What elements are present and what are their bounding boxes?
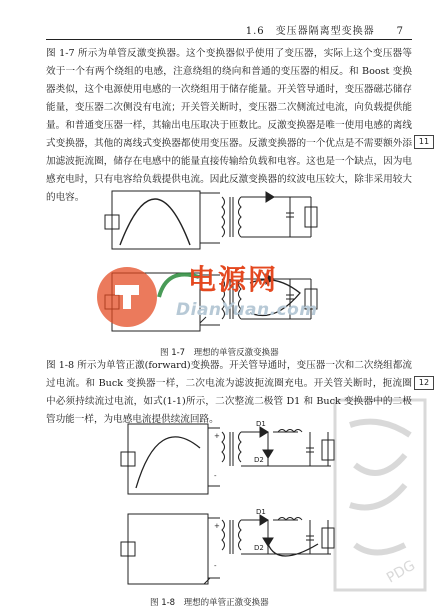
paragraph-forward: 图 1-8 所示为单管正激(forward)变换器。开关管导通时，变压器一次和二次绕组都流过电流。和 Buck 变换器一样，二次电流为滤波扼流圈充电。开关管关断时，扼流圈中必须持续流过电流，如式(1-1)所示，二次整流二极管 D1 和 Buck 变换器中的二极管功能一样，为电感电流提供续流回路。 [46, 360, 412, 425]
section-title: 1.6 变压器隔离型变换器 7 [245, 26, 404, 37]
label-d2-bottom: D2 [254, 544, 264, 552]
forward-current-arc-top [136, 437, 200, 488]
label-d1-bottom: D1 [256, 508, 266, 516]
label-plus-bottom: + [214, 522, 220, 530]
cap-top [286, 197, 294, 237]
margin-page-ref-12: 12 [414, 376, 434, 390]
secondary-coil-top [239, 197, 242, 237]
label-d1-top: D1 [256, 420, 266, 428]
forward-primary-top [128, 424, 208, 494]
label-plus-top: + [214, 432, 220, 440]
label-d2-top: D2 [254, 456, 264, 464]
forward-secondary-coil-top [239, 432, 242, 462]
margin-page-ref-11: 11 [414, 135, 434, 149]
forward-d1-bottom [260, 515, 268, 525]
pdg-mark: PDG [384, 557, 419, 587]
running-header [46, 17, 412, 40]
forward-d1-top [260, 427, 268, 437]
forward-secondary-coil-bottom [239, 520, 242, 550]
current-arc-top [120, 199, 190, 245]
paragraph-flyback: 图 1-7 所示为单管反激变换器。这个变换器似乎使用了变压器，实际上这个变压器等效于一个有两个绕组的电感，注意绕组的绕向和普通的变压器的相反。和 Boost 变换器类似，这个电源使用电感的一次绕组用于储存能量。开关管导通时，变压器磁芯储存能量，变压器二次侧没有电流；开关管关断时，变压器二次侧流过电流，向负载提供能量。和普通变压器一样，其输出电压取决于匝数比。反激变换器是唯一使用电感的离线式变换器，其他的离线式变换器都使用变压器。反激变换器的一个优点是不需要额外添加滤波扼流圈，储存在电感中的能量直接传输给负载和电容。这也是一个缺点，因为电感充电时，只有电容给负载提供电流。因此反激变换器的纹波电压较大，除非采用较大的电容。 [46, 48, 412, 203]
forward-primary-bottom [128, 514, 208, 584]
diode-top [266, 192, 274, 202]
figure-forward-diagram [118, 418, 338, 593]
label-minus-top: - [214, 472, 217, 480]
forward-switch-bottom [204, 578, 210, 584]
decorative-seal [330, 395, 430, 595]
label-minus-bottom: - [214, 562, 217, 570]
forward-primary-coil-bottom [222, 520, 225, 550]
figure-caption-1-8: 图 1-8 理想的单管正激变换器 [150, 598, 269, 608]
primary-coil-top [222, 197, 225, 237]
forward-cap-top [306, 432, 314, 466]
watermark-url: DianYuan.com [176, 300, 318, 320]
figure-caption-1-7: 图 1-7 理想的单管反激变换器 [160, 348, 279, 358]
forward-primary-coil-top [222, 432, 225, 462]
watermark-brand: 电源网 [188, 263, 279, 296]
